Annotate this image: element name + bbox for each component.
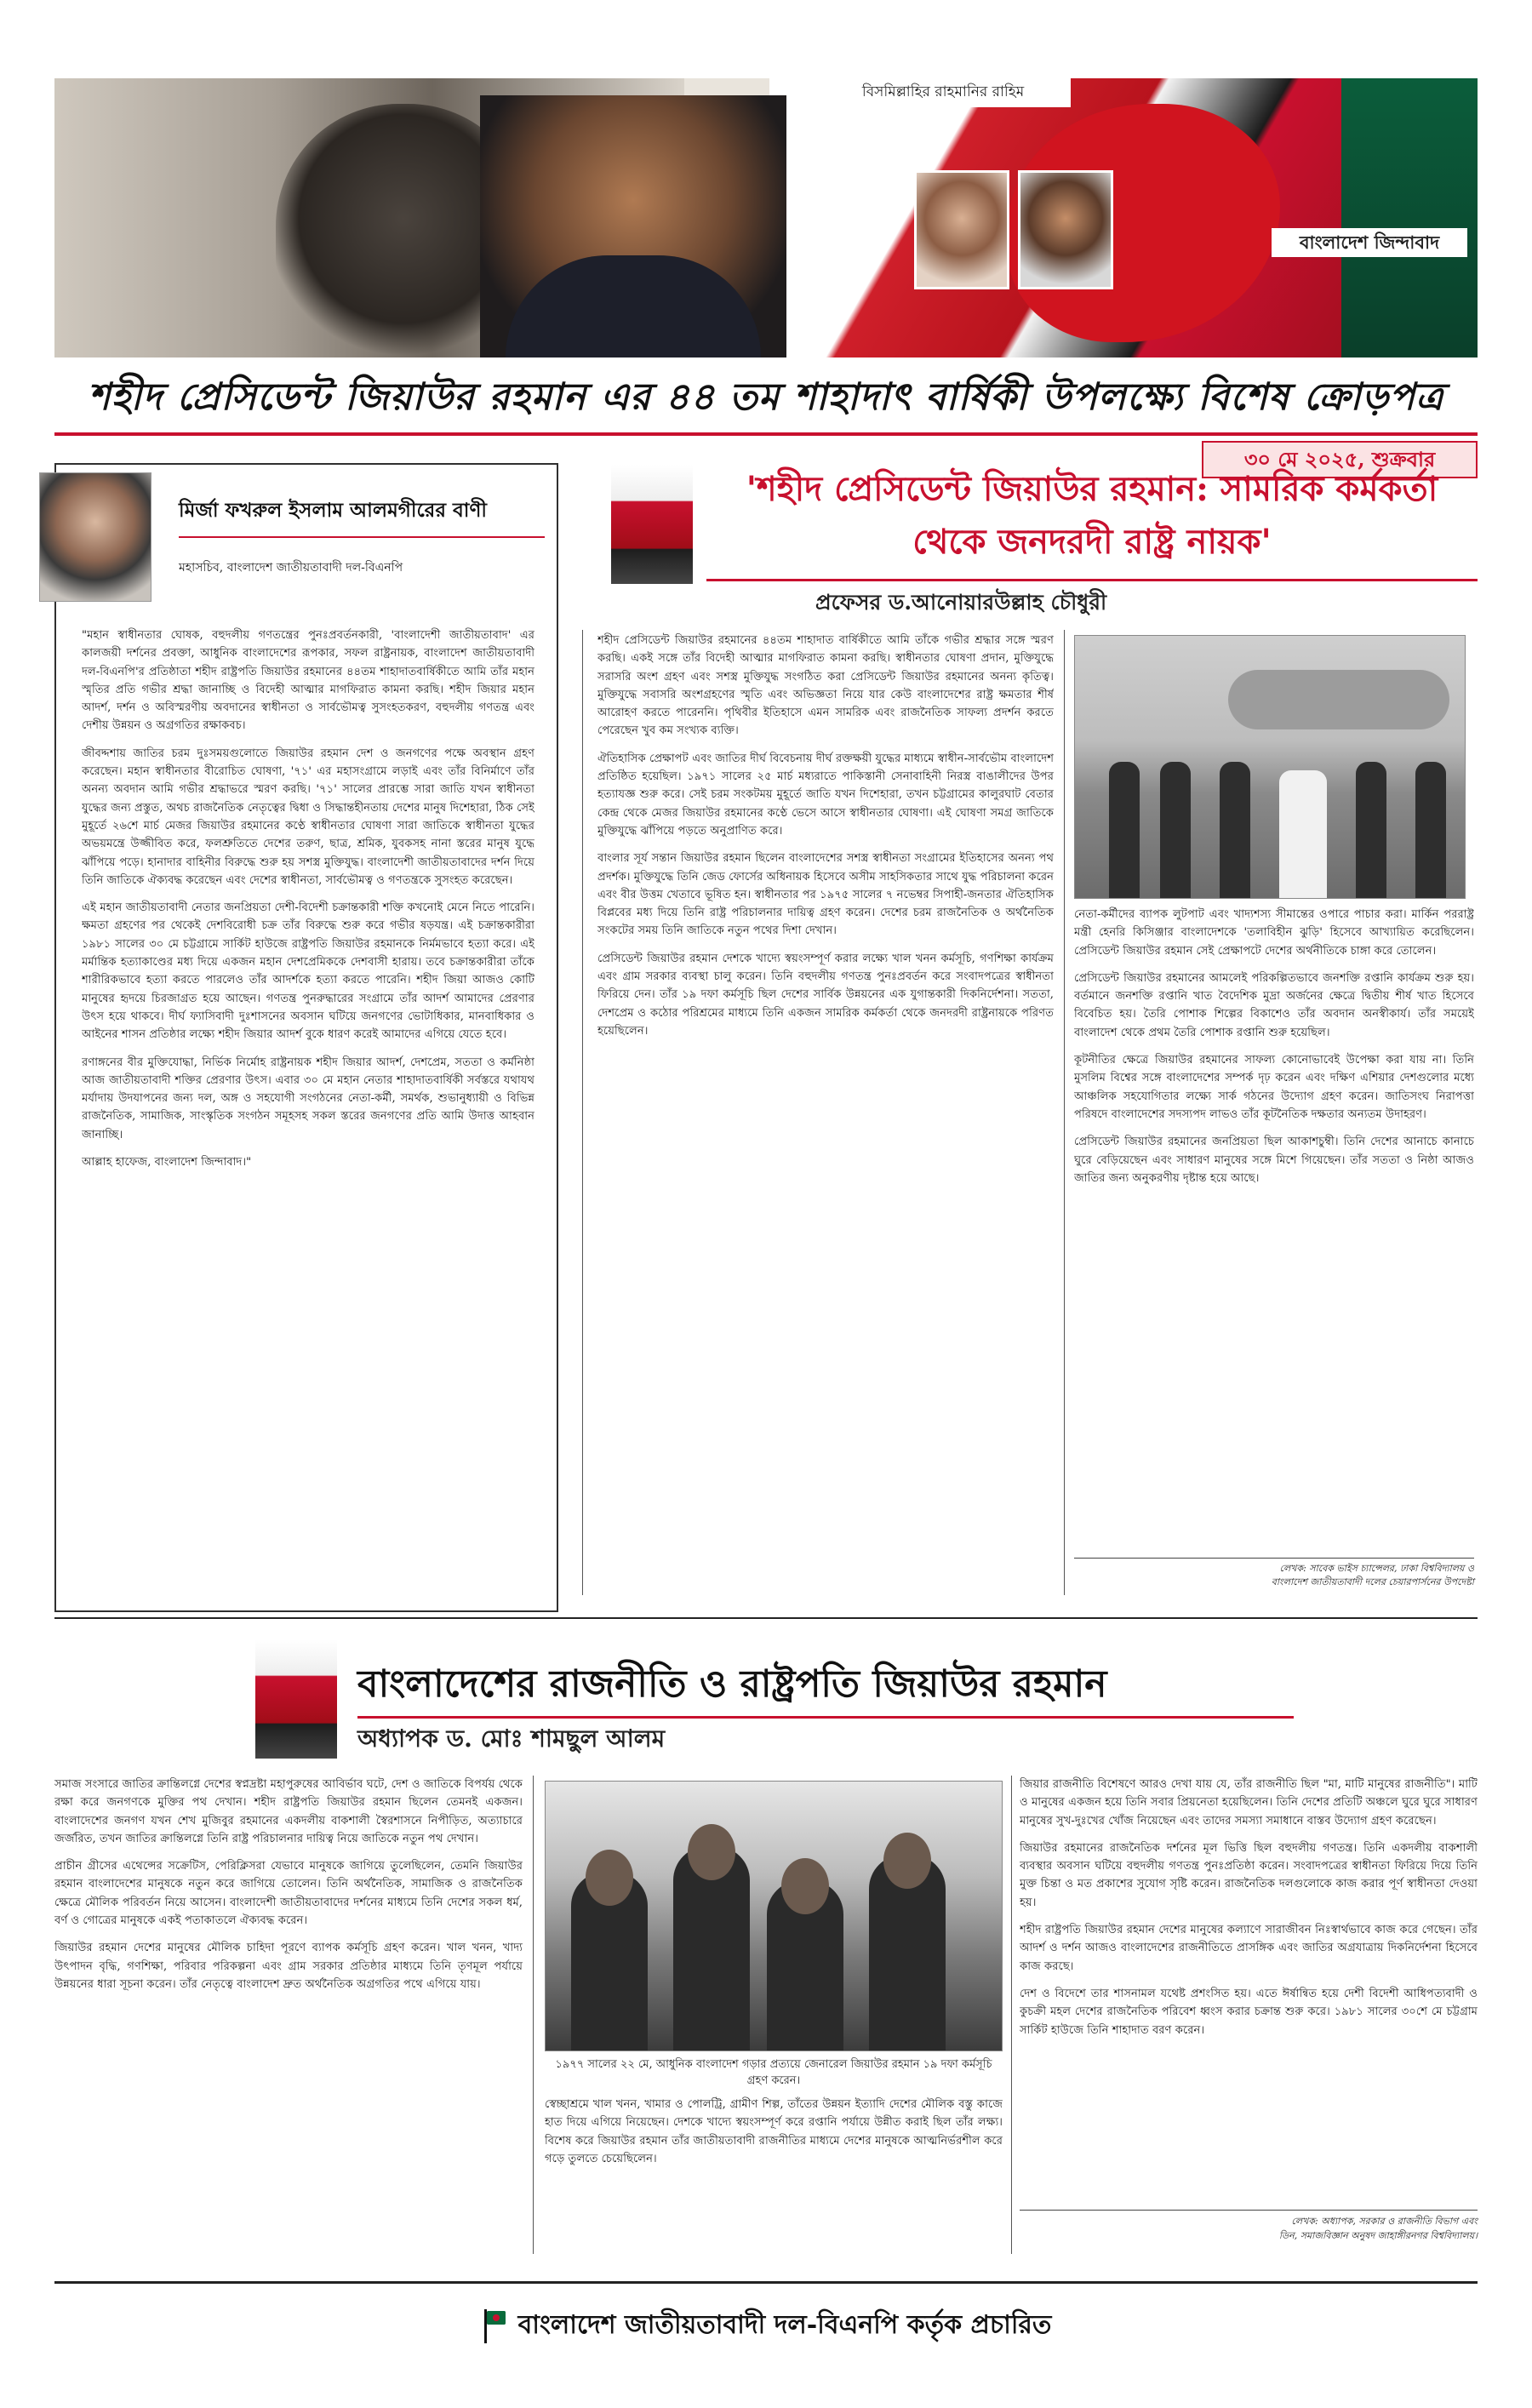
article1-title-rule xyxy=(706,579,1478,581)
article2-credit-line: লেখক: অধ্যাপক, সরকার ও রাজনীতি বিভাগ এবং xyxy=(1291,2216,1478,2227)
article2-paragraph: জিয়াউর রহমান দেশের মানুষের মৌলিক চাহিদা পূরণে ব্যাপক কর্মসূচি গ্রহণ করেন। খাল খনন, খাদ্য উৎপাদন বৃদ্ধি, গণশিক্ষা, পরিবার পরিকল্পনা এবং গ্রাম সরকার প্রতিষ্ঠার মাধ্যমে তিনি তৃণমূল পর্যায়ে উন্নয়নের ধারা সূচনা করেন। তাঁর নেতৃত্বে বাংলাদেশ দ্রুত অর্থনৈতিক অগ্রগতির পথে এগিয়ে যায়। xyxy=(54,1942,523,1991)
article1-paragraph: নেতা-কর্মীদের ব্যাপক লুটপাট এবং খাদ্যশস্য সীমান্তের ওপারে পাচার করা। মার্কিন পররাষ্ট্র মন্ত্রী হেনরি কিসিঞ্জার বাংলাদেশকে 'তলাবিহীন ঝুড়ি' হিসেবে আখ্যায়িত করেছিলেন। প্রেসিডেন্ট জিয়াউর রহমান সেই প্রেক্ষাপটে দেশের অর্থনীতিকে চাঙ্গা করে তোলেন। xyxy=(1074,908,1474,958)
message-paragraph: আল্লাহ হাফেজ, বাংলাদেশ জিন্দাবাদ।" xyxy=(82,1156,252,1170)
banner-tagline: বিসমিল্লাহির রাহমানির রাহিম xyxy=(815,78,1071,107)
message-body xyxy=(82,626,534,1593)
message-paragraph: এই মহান জাতীয়তাবাদী নেতার জনপ্রিয়তা দেশী-বিদেশী চক্রান্তকারী শক্তি কখনোই মেনে নিতে পারেনি। ক্ষমতা গ্রহণের পর থেকেই দেশবিরোধী চক্র তাঁর বিরুদ্ধে শুরু করে গভীর ষড়যন্ত্র। এই চক্রান্তকারীরা ১৯৮১ সালের ৩০ মে চট্টগ্রামে সার্কিট হাউজে রাষ্ট্রপতি জিয়াউর রহমানকে নির্মমভাবে হত্যা করে। এই মর্মান্তিক হত্যাকাণ্ডের মধ্য দিয়ে একজন মহান দেশপ্রেমিককে দেশবাসী হারায়। তবে চক্রান্তকারীরা তাঁকে শারীরিকভাবে হত্যা করতে পারলেও তাঁর আদর্শকে হত্যা করতে পারেনি। শহীদ জিয়া আজও কোটি মানুষের হৃদয়ে চিরজাগ্রত হয়ে আছেন। গণতন্ত্র পুনরুদ্ধারের সংগ্রামে তাঁর আদর্শ আমাদের প্রেরণার উৎস হয়ে থাকবে। দীর্ঘ ফ্যাসিবাদী দুঃশাসনের অবসান ঘটিয়ে জনগণের ভোটাধিকার, মানবাধিকার ও আইনের শাসন প্রতিষ্ঠার লক্ষ্যে শহীদ জিয়ার আদর্শ বুকে ধারণ করেই আমাদের এগিয়ে যেতে হবে। xyxy=(82,901,534,1042)
party-flag-icon xyxy=(481,2309,506,2343)
page-headline: শহীদ প্রেসিডেন্ট জিয়াউর রহমান এর ৪৪ তম শাহাদাৎ বার্ষিকী উপলক্ষ্যে বিশেষ ক্রোড়পত্র xyxy=(88,375,1444,419)
banner-portrait-leader-2 xyxy=(1018,170,1113,289)
column-divider xyxy=(582,630,583,1595)
column-divider xyxy=(1064,630,1065,1595)
article1-author-credit xyxy=(1074,1558,1474,1593)
article2-credit-line: ডিন, সমাজবিজ্ঞান অনুষদ জাহাঙ্গীরনগর বিশ্ববিদ্যালয়। xyxy=(1278,2230,1478,2241)
header-banner xyxy=(54,78,1478,357)
banner-portrait-color xyxy=(480,95,786,357)
headline-divider xyxy=(54,432,1478,436)
message-paragraph: "মহান স্বাধীনতার ঘোষক, বহুদলীয় গণতন্ত্রের পুনঃপ্রবর্তনকারী, 'বাংলাদেশী জাতীয়তাবাদ' এর কালজয়ী দর্শনের প্রবক্তা, আধুনিক বাংলাদেশের রূপকার, সফল রাষ্ট্রনায়ক, বাংলাদেশ জাতীয়তাবাদী দল-বিএনপি'র প্রতিষ্ঠাতা শহীদ রাষ্ট্রপতি জিয়াউর রহমানের ৪৪তম শাহাদাতবার্ষিকীতে আমি তাঁর মহান স্মৃতির প্রতি গভীর শ্রদ্ধা জানাচ্ছি ও বিদেহী আত্মার মাগফিরাত কামনা করছি। শহীদ জিয়ার মহান আদর্শ, দর্শন ও অবিস্মরণীয় অবদানের স্বাধীনতা ও সার্বভৌমত্ব সুসংহতকরণ, বহুদলীয় গণতন্ত্র এবং দেশীয় উন্নয়ন ও অগ্রগতির রক্ষাকবচ। xyxy=(82,629,534,733)
article2-paragraph: স্বেচ্ছাশ্রমে খাল খনন, খামার ও পোলট্রি, গ্রামীণ শিল্প, তাঁতের উন্নয়ন ইত্যাদি দেশের মৌলিক বস্তু কাজে হাত দিয়ে এগিয়ে নিয়েছেন। দেশকে খাদ্যে স্বয়ংসম্পূর্ণ করে রপ্তানি পর্যায়ে উন্নীত করাই ছিল তাঁর লক্ষ্য। বিশেষ করে জিয়াউর রহমান তাঁর জাতীয়তাবাদী রাজনীতির মাধ্যমে দেশের মানুষকে আত্মনির্ভরশীল করে গড়ে তুলতে চেয়েছিলেন। xyxy=(545,2098,1003,2165)
article2-photo-caption: ১৯৭৭ সালের ২২ মে, আধুনিক বাংলাদেশ গড়ার প্রত্যয়ে জেনারেল জিয়াউর রহমান ১৯ দফা কর্মসূচি গ্রহণ করেন। xyxy=(555,2058,992,2087)
message-paragraph: জীবদ্দশায় জাতির চরম দুঃসময়গুলোতে জিয়াউর রহমান দেশ ও জনগণের পক্ষে অবস্থান গ্রহণ করেছেন। মহান স্বাধীনতার বীরোচিত ঘোষণা, '৭১' এর মহাসংগ্রামে লড়াই এবং তাঁর বিনির্মাণে তাঁর অনন্য অবদান আমি গভীর শ্রদ্ধাভরে স্মরণ করছি। '৭১' সালের প্রারম্ভে সারা জাতি যখন স্বাধীনতা যুদ্ধের জন্য প্রস্তুত, অথচ রাজনৈতিক নেতৃত্বের দ্বিধা ও সিদ্ধান্তহীনতায় দেশের মানুষ দিশেহারা, ঠিক সেই মুহূর্তে ২৬শে মার্চ মেজর জিয়াউর রহমানের কণ্ঠে স্বাধীনতার ঘোষণা সারা জাতিকে স্বাধীনতা যুদ্ধের অভয়মন্ত্রে উজ্জীবিত করে, ফলশ্রুতিতে দেশের তরুণ, ছাত্র, শ্রমিক, যুবকসহ নানা স্তরের মানুষ যুদ্ধে ঝাঁপিয়ে পড়ে। হানাদার বাহিনীর বিরুদ্ধে শুরু হয় সশস্ত্র মুক্তিযুদ্ধ। বাংলাদেশী জাতীয়তাবাদের দর্শন দিয়ে তিনি জাতিকে ঐক্যবদ্ধ করেছেন এবং দেশের স্বাধীনতা, সার্বভৌমত্ব ও গণতন্ত্রকে সুসংহত করেছেন। xyxy=(82,746,534,887)
article1-paragraph: বাংলার সূর্য সন্তান জিয়াউর রহমান ছিলেন বাংলাদেশের সশস্ত্র স্বাধীনতা সংগ্রামের ইতিহাসের অনন্য পথ প্রদর্শক। মুক্তিযুদ্ধে তিনি জেড ফোর্সের অধিনায়ক হিসেবে অসীম সাহসিকতার সাথে যুদ্ধ পরিচালনা করেন এবং বীর উত্তম খেতাবে ভূষিত হন। স্বাধীনতার পর ১৯৭৫ সালের ৭ নভেম্বর সিপাহী-জনতার ঐতিহাসিক বিপ্লবের মধ্য দিয়ে তিনি রাষ্ট্র পরিচালনার দায়িত্ব গ্রহণ করেন। দেশের চরম রাজনৈতিক ও অর্থনৈতিক সংকটের সময় তিনি জাতিকে নতুন পথের দিশা দেখান। xyxy=(597,852,1054,938)
article1-paragraph: শহীদ প্রেসিডেন্ট জিয়াউর রহমানের ৪৪তম শাহাদাত বার্ষিকীতে আমি তাঁকে গভীর শ্রদ্ধার সঙ্গে স্মরণ করছি। একই সঙ্গে তাঁর বিদেহী আত্মার মাগফিরাত কামনা করছি। স্বাধীনতার ঘোষণা প্রদান, মুক্তিযুদ্ধে সরাসরি অংশ গ্রহণ এবং সশস্ত্র মুক্তিযুদ্ধ সংগঠিত করা প্রেসিডেন্ট জিয়াউর রহমানের অনন্য কৃতিত্ব। মুক্তিযুদ্ধে সবাসরি অংশগ্রহণের স্মৃতি এবং অভিজ্ঞতা নিয়ে যার কেউ বাংলাদেশের রাষ্ট্র ক্ষমতার শীর্ষ আরোহণ করতে পারেননি। পৃথিবীর ইতিহাসে এমন সামরিক এবং রাজনৈতিক সাফল্য প্রদর্শন করতে পেরেছেন খুব কম সংখ্যক ব্যক্তি। xyxy=(597,634,1054,738)
article2-paragraph: জিয়াউর রহমানের রাজনৈতিক দর্শনের মূল ভিত্তি ছিল বহুদলীয় গণতন্ত্র। তিনি একদলীয় বাকশালী ব্যবস্থার অবসান ঘটিয়ে বহুদলীয় গণতন্ত্র পুনঃপ্রতিষ্ঠা করেন। সংবাদপত্রের স্বাধীনতা ফিরিয়ে দিয়ে তিনি মুক্ত চিন্তা ও মত প্রকাশের সুযোগ সৃষ্টি করেন। রাজনৈতিক দলগুলোকে কাজ করার পূর্ণ স্বাধীনতা দেওয়া হয়। xyxy=(1020,1841,1478,1909)
article2-emblem-icon xyxy=(255,1639,337,1759)
article1-author: প্রফেসর ড.আনোয়ারউল্লাহ চৌধুরী xyxy=(815,590,1107,615)
message-title-rule xyxy=(179,536,545,538)
article1-title: 'শহীদ প্রেসিডেন্ট জিয়াউর রহমান: সামরিক কর্মকর্তা থেকে জনদরদী রাষ্ট্র নায়ক' xyxy=(746,469,1438,562)
publication-date: ৩০ মে ২০২৫, শুক্রবার xyxy=(1202,441,1478,478)
footer-publisher-text: বাংলাদেশ জাতীয়তাবাদী দল-বিএনপি কর্তৃক প্রচারিত xyxy=(517,2310,1052,2340)
message-author-photo xyxy=(39,472,151,602)
column-divider xyxy=(533,1776,534,2254)
article1-credit-line: লেখক: সাবেক ভাইস চ্যান্সেলর, ঢাকা বিশ্ববিদ্যালয় ও xyxy=(1279,1563,1474,1574)
banner-slogan: বাংলাদেশ জিন্দাবাদ xyxy=(1272,228,1467,257)
article2-paragraph: দেশ ও বিদেশে তার শাসনামল যথেষ্ট প্রশংসিত হয়। এতে ঈর্ষান্বিত হয়ে দেশী বিদেশী আধিপত্যবাদী ও কুচক্রী মহল দেশের রাজনৈতিক পরিবেশ ধ্বংস করার চক্রান্ত শুরু করে। ১৯৮১ সালের ৩০শে মে চট্টগ্রাম সার্কিট হাউজে তিনি শাহাদাত বরণ করেন। xyxy=(1020,1987,1478,2037)
article2-paragraph: শহীদ রাষ্ট্রপতি জিয়াউর রহমান দেশের মানুষের কল্যাণে সারাজীবন নিঃস্বার্থভাবে কাজ করে গেছেন। তাঁর আদর্শ ও দর্শন আজও বাংলাদেশের রাজনীতিতে প্রাসঙ্গিক এবং জাতির অগ্রযাত্রায় দিকনির্দেশনা হিসেবে কাজ করছে। xyxy=(1020,1924,1478,1973)
article1-paragraph: প্রেসিডেন্ট জিয়াউর রহমানের জনপ্রিয়তা ছিল আকাশচুম্বী। তিনি দেশের আনাচে কানাচে ঘুরে বেড়িয়েছেন এবং সাধারণ মানুষের সঙ্গে মিশে গিয়েছেন। তাঁর সততা ও নিষ্ঠা আজও জাতির জন্য অনুকরণীয় দৃষ্টান্ত হয়ে আছে। xyxy=(1074,1135,1474,1185)
article2-paragraph: প্রাচীন গ্রীসের এথেন্সের সক্রেটিস, পেরিক্লিসরা যেভাবে মানুষকে জাগিয়ে তুলেছিলেন, তেমনি জিয়াউর রহমান বাংলাদেশের মানুষকে নতুন করে জাগিয়ে তোলেন। তিনি অর্থনৈতিক, সামাজিক ও রাজনৈতিক ক্ষেত্রে মৌলিক পরিবর্তন নিয়ে আসেন। বাংলাদেশী জাতীয়তাবাদের দর্শনের মাধ্যমে তিনি দেশের সকল ধর্ম, বর্ণ ও গোত্রের মানুষকে একই পতাকাতলে ঐক্যবদ্ধ করেন। xyxy=(54,1860,523,1928)
footer xyxy=(54,2300,1478,2351)
article1-column-2 xyxy=(1074,906,1474,1553)
article2-title: বাংলাদেশের রাজনীতি ও রাষ্ট্রপতি জিয়াউর রহমান xyxy=(357,1662,1107,1706)
article1-paragraph: ঐতিহাসিক প্রেক্ষাপট এবং জাতির দীর্ঘ বিবেচনায় দীর্ঘ রক্তক্ষয়ী যুদ্ধের মাধ্যমে স্বাধীন-সার্বভৌম বাংলাদেশ প্রতিষ্ঠিত হয়েছিল। ১৯৭১ সালের ২৫ মার্চ মধ্যরাতে পাকিস্তানী সেনাবাহিনী নিরস্ত্র বাঙালীদের উপর হত্যাযজ্ঞ শুরু করে। সেই চরম সংকটময় মুহূর্তে জাতি যখন দিশেহারা, তখন চট্টগ্রামের কালুরঘাট বেতার কেন্দ্র থেকে মেজর জিয়াউর রহমানের কণ্ঠে ভেসে আসে স্বাধীনতার ঘোষণা। এই ঘোষণা সমগ্র জাতিকে মুক্তিযুদ্ধে ঝাঁপিয়ে পড়তে অনুপ্রাণিত করে। xyxy=(597,752,1054,838)
message-subtitle: মহাসচিব, বাংলাদেশ জাতীয়তাবাদী দল-বিএনপি xyxy=(179,561,403,575)
article1-paragraph: প্রেসিডেন্ট জিয়াউর রহমানের আমলেই পরিকল্পিতভাবে জনশক্তি রপ্তানি কার্যক্রম শুরু হয়। বর্তমানে জনশক্তি রপ্তানি খাত বৈদেশিক মুদ্রা অর্জনের ক্ষেত্রে দ্বিতীয় শীর্ষ খাত হিসেবে বিবেচিত হয়। তৈরি পোশাক শিল্পের বিকাশেও তাঁর অবদান অনস্বীকার্য। তাঁর সময়েই বাংলাদেশ থেকে প্রথম তৈরি পোশাক রপ্তানি শুরু হয়েছিল। xyxy=(1074,971,1474,1039)
article2-title-rule xyxy=(357,1716,1294,1719)
article2-author-credit xyxy=(1020,2210,1478,2247)
article1-paragraph: প্রেসিডেন্ট জিয়াউর রহমান দেশকে খাদ্যে স্বয়ংসম্পূর্ণ করার লক্ষ্যে খাল খনন কর্মসূচি, গণশিক্ষা কার্যক্রম এবং গ্রাম সরকার ব্যবস্থা চালু করেন। তিনি বহুদলীয় গণতন্ত্র পুনঃপ্রবর্তন করে সংবাদপত্রের স্বাধীনতা ফিরিয়ে দেন। তাঁর ১৯ দফা কর্মসূচি ছিল দেশের সার্বিক উন্নয়নের এক যুগান্তকারী দিকনির্দেশনা। সততা, দেশপ্রেম ও কঠোর পরিশ্রমের মাধ্যমে তিনি একজন সামরিক কর্মকর্তা থেকে জনদরদী রাষ্ট্রনায়কে পরিণত হয়েছিলেন। xyxy=(597,952,1054,1038)
article1-credit-line: বাংলাদেশ জাতীয়তাবাদী দলের চেয়ারপার্সনের উপদেষ্টা xyxy=(1271,1576,1474,1587)
article1-emblem-icon xyxy=(611,465,693,584)
article2-column-3 xyxy=(1020,1776,1478,2184)
column-divider xyxy=(1011,1776,1012,2254)
article2-paragraph: জিয়ার রাজনীতি বিশেষণে আরও দেখা যায় যে, তাঁর রাজনীতি ছিল "মা, মাটি মানুষের রাজনীতি"। মাটি ও মানুষের একজন হয়ে তিনি সবার প্রিয়নেতা হয়েছিলেন। তিনি দেশের প্রতিটি অঞ্চলে ঘুরে ঘুরে সাধারণ মানুষের সুখ-দুঃখের খোঁজ নিয়েছেন এবং তাদের সমস্যা সমাধানে বাস্তব উদ্যোগ গ্রহণ করেছেন। xyxy=(1020,1778,1478,1827)
article1-paragraph: কূটনীতির ক্ষেত্রে জিয়াউর রহমানের সাফল্য কোনোভাবেই উপেক্ষা করা যায় না। তিনি মুসলিম বিশ্বের সঙ্গে বাংলাদেশের সম্পর্ক দৃঢ় করেন এবং দক্ষিণ এশিয়ার দেশগুলোর মধ্যে আঞ্চলিক সহযোগিতার লক্ষ্যে সার্ক গঠনের উদ্যোগ গ্রহণ করেন। জাতিসংঘ নিরাপত্তা পরিষদে বাংলাদেশের সদস্যপদ লাভও তাঁর কূটনৈতিক দক্ষতার অন্যতম উদাহরণ। xyxy=(1074,1054,1474,1121)
footer-divider xyxy=(54,2281,1478,2284)
article2-photo xyxy=(545,1781,1003,2051)
article2-column-2 xyxy=(545,2096,1003,2254)
section-divider xyxy=(54,1617,1478,1619)
article1-photo xyxy=(1074,635,1466,899)
message-title: মির্জা ফখরুল ইসলাম আলমগীরের বাণী xyxy=(179,499,487,522)
article2-column-1 xyxy=(54,1776,523,2252)
article2-author: অধ্যাপক ড. মোঃ শামছুল আলম xyxy=(357,1724,666,1753)
article2-paragraph: সমাজ সংসারে জাতির ক্রান্তিলগ্নে দেশের স্বপ্নদ্রষ্টা মহাপুরুষের আবির্ভাব ঘটে, দেশ ও জাতিকে বিপর্যয় থেকে রক্ষা করে জনগণকে মুক্তির পথ দেখান। শহীদ রাষ্ট্রপতি জিয়াউর রহমান ছিলেন তেমনই একজন। বাংলাদেশের জনগণ যখন শেখ মুজিবুর রহমানের একদলীয় বাকশালী স্বৈরশাসনে নিপীড়িত, অত্যাচারে জর্জরিত, তখন জাতির ক্রান্তিলগ্নে তিনি রাষ্ট্র পরিচালনার দায়িত্ব নিয়ে জাতিকে নতুন পথ দেখান। xyxy=(54,1778,523,1845)
banner-portrait-leader-1 xyxy=(914,170,1009,289)
article1-column-1 xyxy=(597,632,1054,1593)
message-paragraph: রণাঙ্গনের বীর মুক্তিযোদ্ধা, নির্ভিক নির্মোহ রাষ্ট্রনায়ক শহীদ জিয়ার আদর্শ, দেশপ্রেম, সততা ও কর্মনিষ্ঠা আজ জাতীয়তাবাদী শক্তির প্রেরণার উৎস। এবার ৩০ মে মহান নেতার শাহাদাতবার্ষিকী সর্বস্তরে যথাযথ মর্যাদায় উদযাপনের জন্য দল, অঙ্গ ও সহযোগী সংগঠনের নেতা-কর্মী, সমর্থক, শুভানুধ্যায়ী ও বিভিন্ন রাজনৈতিক, সামাজিক, সাংস্কৃতিক সংগঠন সমূহসহ সকল স্তরের জনগণের প্রতি আমি উদাত্ত আহবান জানাচ্ছি। xyxy=(82,1055,534,1141)
